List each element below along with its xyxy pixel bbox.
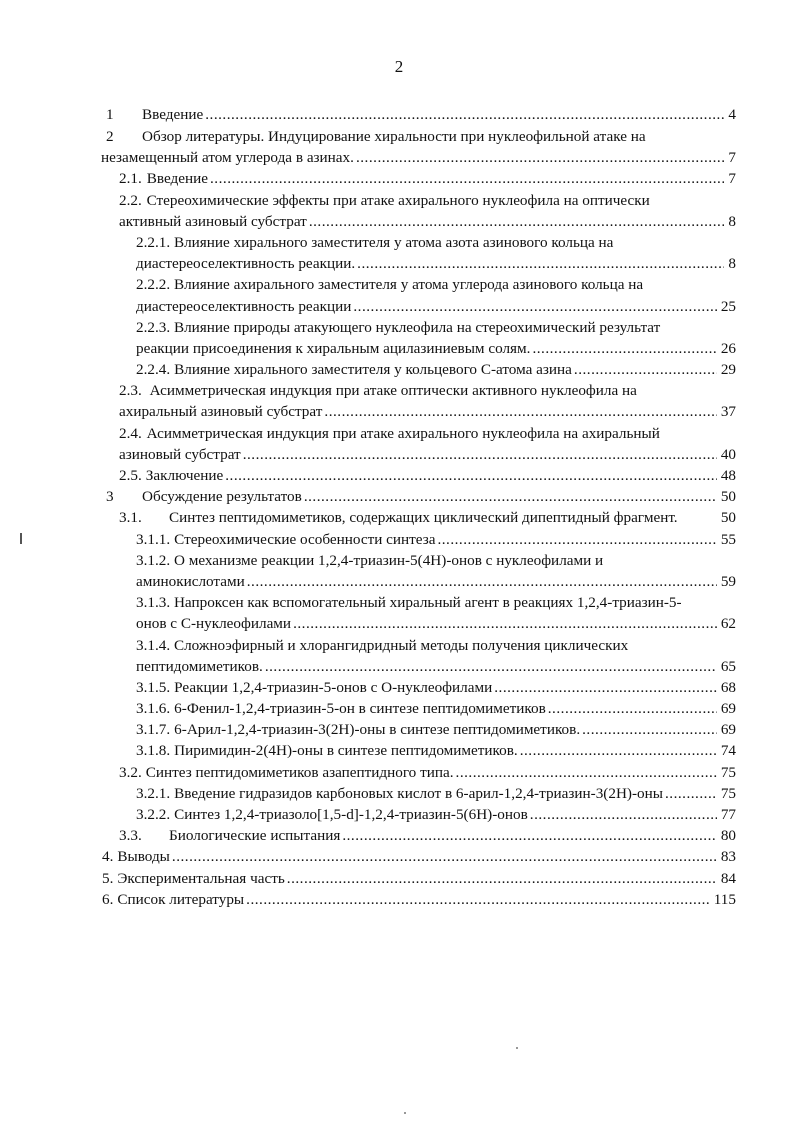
toc-entry-page: 4	[728, 106, 736, 123]
toc-entry-page: 68	[720, 678, 736, 696]
toc-entry-number: 1	[106, 106, 114, 123]
toc-entry-3-1-4[interactable]	[101, 635, 736, 656]
toc-entry-title: Пиримидин-2(4Н)-оны в синтезе пептидомиметиков.	[174, 742, 518, 760]
toc-entry-title-cont: ахиральный азиновый субстрат	[119, 403, 323, 421]
toc-entry-title: Напроксен как вспомогательный хиральный агент в реакциях 1,2,4-триазин-5-	[173, 594, 682, 612]
toc-entry-title: Влияние хирального заместителя у атома азота азинового кольца на	[173, 233, 614, 251]
scan-artifact	[20, 533, 22, 544]
toc-entry-3-1-6[interactable]	[101, 698, 736, 719]
toc-entry-6[interactable]	[101, 889, 736, 910]
toc-entry-title-cont: аминокислотами	[136, 572, 245, 590]
toc-entry-2-3-cont[interactable]	[101, 401, 736, 422]
toc-entry-number: 3.1.5.	[136, 678, 171, 696]
toc-entry-title-cont: онов с С-нуклеофилами	[136, 615, 292, 633]
dot-leader	[205, 104, 724, 125]
toc-entry-number: 2.2.4.	[136, 361, 171, 379]
toc-entry-number: 3.1.7.	[136, 721, 171, 739]
toc-entry-number: 4.	[102, 848, 114, 866]
toc-entry-number: 3.1.	[119, 509, 142, 527]
toc-entry-number: 3.2.1.	[136, 784, 171, 802]
dot-leader	[357, 253, 724, 274]
toc-entry-page: 55	[720, 530, 736, 548]
toc-entry-3-1-5[interactable]	[101, 677, 736, 698]
toc-entry-5[interactable]	[101, 868, 736, 889]
dot-leader	[247, 571, 717, 592]
dot-leader	[353, 296, 716, 317]
toc-entry-3-2[interactable]	[101, 762, 736, 783]
dot-leader	[287, 868, 717, 889]
toc-entry-title: Стереохимические эффекты при атаке ахирального нуклеофила на оптически	[146, 191, 650, 209]
dot-leader	[243, 444, 717, 465]
table-of-contents	[101, 104, 736, 910]
toc-entry-3-1[interactable]	[101, 507, 736, 528]
toc-entry-number: 3	[106, 488, 114, 506]
toc-entry-page: 37	[720, 403, 736, 421]
toc-entry-title-cont: пептидомиметиков.	[136, 657, 263, 675]
toc-entry-title-cont: реакции присоединения к хиральным ацилазиниевым солям.	[136, 339, 531, 357]
scan-speck	[404, 1112, 406, 1114]
toc-entry-2-5[interactable]	[101, 465, 736, 486]
toc-entry-title-cont: активный азиновый субстрат	[119, 212, 307, 230]
toc-entry-title: Синтез пептидомиметиков, содержащих циклический дипептидный фрагмент.	[169, 509, 678, 527]
toc-entry-page: 8	[728, 212, 736, 230]
toc-entry-page: 75	[720, 784, 736, 802]
toc-entry-4[interactable]	[101, 846, 736, 867]
toc-entry-2-cont[interactable]	[101, 147, 736, 168]
toc-entry-3-1-1[interactable]	[101, 529, 736, 550]
toc-entry-page: 69	[720, 721, 736, 739]
toc-entry-page: 26	[720, 339, 736, 357]
toc-entry-page: 115	[713, 890, 736, 908]
toc-entry-title-cont: диастереоселективность реакции.	[136, 255, 356, 273]
toc-entry-number: 2	[106, 128, 114, 145]
toc-entry-3-3[interactable]	[101, 825, 736, 846]
toc-entry-page: 50	[720, 488, 736, 506]
dot-leader	[494, 677, 717, 698]
toc-entry-2-3[interactable]	[101, 380, 736, 401]
toc-entry-title: Заключение	[145, 467, 224, 484]
dot-leader	[456, 762, 717, 783]
toc-entry-number: 2.2.2.	[136, 276, 171, 294]
toc-entry-3-1-4-cont[interactable]	[101, 656, 736, 677]
toc-entry-2-2-2[interactable]	[101, 274, 736, 295]
dot-leader	[665, 783, 717, 804]
dot-leader	[532, 338, 716, 359]
toc-entry-2-4[interactable]	[101, 423, 736, 444]
toc-entry-title: Реакции 1,2,4-триазин-5-онов с О-нуклеофилами	[174, 678, 493, 696]
toc-entry-title: Выводы	[117, 848, 170, 866]
dot-leader	[520, 740, 717, 761]
toc-entry-page: 83	[720, 848, 736, 866]
toc-entry-title: Синтез пептидомиметиков азапептидного типа.	[145, 763, 454, 781]
dot-leader	[324, 401, 716, 422]
dot-leader	[210, 168, 724, 189]
toc-entry-title: Введение	[142, 106, 204, 123]
toc-entry-2-2-2-cont[interactable]	[101, 296, 736, 317]
toc-entry-title: Синтез 1,2,4-триазоло[1,5-d]-1,2,4-триазин-5(6Н)-онов	[174, 806, 528, 823]
toc-entry-title: Асимметрическая индукция при атаке оптически активного нуклеофила на	[149, 382, 637, 400]
toc-entry-number: 2.2.1.	[136, 233, 171, 251]
toc-entry-3-1-3[interactable]	[101, 592, 736, 613]
toc-entry-page: 75	[720, 763, 736, 781]
toc-entry-title: Стереохимические особенности синтеза	[174, 530, 436, 548]
toc-entry-2[interactable]	[101, 126, 736, 147]
toc-entry-page: 80	[720, 827, 736, 845]
toc-entry-title: 6-Фенил-1,2,4-триазин-5-он в синтезе пептидомиметиков	[174, 700, 546, 718]
toc-entry-number: 3.2.	[119, 763, 142, 781]
toc-entry-number: 3.3.	[119, 827, 142, 845]
toc-entry-number: 2.1.	[119, 170, 142, 188]
dot-leader	[304, 486, 717, 507]
toc-entry-2-2-cont[interactable]	[101, 211, 736, 232]
toc-entry-3-1-8[interactable]	[101, 740, 736, 761]
toc-entry-2-2-3[interactable]	[101, 317, 736, 338]
page-number: 2	[394, 57, 404, 76]
toc-entry-3[interactable]	[101, 486, 736, 507]
toc-entry-number: 3.1.8.	[136, 742, 171, 760]
dot-leader	[309, 211, 725, 232]
toc-entry-title: Сложноэфирный и хлорангидридный методы получения циклических	[173, 636, 629, 654]
toc-entry-3-1-2-cont[interactable]	[101, 571, 736, 592]
dot-leader	[225, 465, 717, 486]
dot-leader	[548, 698, 717, 719]
toc-entry-page: 59	[720, 572, 736, 590]
toc-entry-number: 5.	[102, 869, 114, 887]
toc-entry-number: 2.5.	[119, 467, 142, 484]
toc-entry-page: 7	[728, 170, 736, 188]
toc-entry-page: 48	[720, 467, 736, 484]
toc-entry-title: 6-Арил-1,2,4-триазин-3(2Н)-оны в синтезе пептидомиметиков.	[174, 721, 581, 739]
toc-entry-page: 8	[728, 255, 736, 273]
toc-entry-title: Асимметрическая индукция при атаке ахирального нуклеофила на ахиральный	[146, 424, 660, 442]
toc-entry-title: Введение	[146, 170, 208, 188]
toc-entry-number: 3.2.2.	[136, 806, 171, 823]
dot-leader	[293, 613, 717, 634]
toc-entry-number: 3.1.4.	[136, 636, 171, 654]
toc-entry-number: 2.4.	[119, 424, 142, 442]
toc-entry-title: Биологические испытания	[169, 827, 341, 845]
toc-entry-page: 65	[720, 657, 736, 675]
toc-entry-page: 50	[720, 509, 736, 527]
toc-entry-page: 25	[720, 297, 736, 315]
toc-entry-title: Введение гидразидов карбоновых кислот в 6-арил-1,2,4-триазин-3(2Н)-оны	[174, 784, 663, 802]
dot-leader	[172, 846, 717, 867]
toc-entry-page: 77	[720, 806, 736, 823]
toc-entry-3-1-2[interactable]	[101, 550, 736, 571]
toc-entry-title-cont: азиновый субстрат	[119, 445, 241, 463]
toc-entry-title: Влияние хирального заместителя у кольцевого С-атома азина	[174, 361, 572, 379]
toc-entry-2-2[interactable]	[101, 190, 736, 211]
toc-entry-number: 6.	[102, 890, 114, 908]
toc-entry-title: Обзор литературы. Индуцирование хиральности при нуклеофильной атаке на	[142, 128, 646, 145]
toc-entry-title: Список литературы	[117, 890, 245, 908]
toc-entry-2-4-cont[interactable]	[101, 444, 736, 465]
toc-entry-title: Экспериментальная часть	[117, 869, 285, 887]
toc-entry-page: 40	[720, 445, 736, 463]
toc-entry-page: 29	[720, 361, 736, 379]
toc-entry-2-2-1[interactable]	[101, 232, 736, 253]
toc-entry-number: 2.2.3.	[136, 318, 171, 336]
dot-leader	[574, 359, 717, 380]
toc-entry-page: 84	[720, 869, 736, 887]
toc-entry-3-2-1[interactable]	[101, 783, 736, 804]
toc-entry-number: 2.3.	[119, 382, 142, 400]
toc-entry-3-1-7[interactable]	[101, 719, 736, 740]
toc-entry-title-cont: диастереоселективность реакции	[136, 297, 352, 315]
dot-leader	[265, 656, 717, 677]
toc-entry-number: 3.1.3.	[136, 594, 171, 612]
toc-entry-2-2-1-cont[interactable]	[101, 253, 736, 274]
toc-entry-2-1[interactable]	[101, 168, 736, 189]
toc-entry-page: 69	[720, 700, 736, 718]
toc-entry-3-1-3-cont[interactable]	[101, 613, 736, 634]
dot-leader	[356, 147, 724, 168]
toc-entry-number: 2.2.	[119, 191, 142, 209]
toc-entry-page: 7	[728, 149, 736, 167]
toc-entry-1[interactable]	[101, 104, 736, 126]
dot-leader	[437, 529, 716, 550]
toc-entry-title: Влияние ахирального заместителя у атома углерода азинового кольца на	[173, 276, 644, 294]
toc-entry-title: Обсуждение результатов	[142, 488, 302, 506]
toc-entry-2-2-4[interactable]	[101, 359, 736, 380]
toc-entry-number: 3.1.1.	[136, 530, 171, 548]
toc-entry-title: Влияние природы атакующего нуклеофила на стереохимический результат	[173, 318, 661, 336]
scan-speck	[516, 1047, 518, 1049]
dot-leader	[530, 804, 717, 825]
toc-entry-page: 74	[720, 742, 736, 760]
toc-entry-title-cont: незамещенный атом углерода в азинах.	[101, 149, 354, 167]
dot-leader	[342, 825, 716, 846]
toc-entry-number: 3.1.6.	[136, 700, 171, 718]
dot-leader	[582, 719, 717, 740]
toc-entry-number: 3.1.2.	[136, 551, 171, 569]
toc-entry-2-2-3-cont[interactable]	[101, 338, 736, 359]
dot-leader	[246, 889, 710, 910]
toc-entry-3-2-2[interactable]	[101, 804, 736, 825]
toc-entry-title: О механизме реакции 1,2,4-триазин-5(4Н)-онов с нуклеофилами и	[173, 551, 604, 569]
toc-entry-page: 62	[720, 615, 736, 633]
